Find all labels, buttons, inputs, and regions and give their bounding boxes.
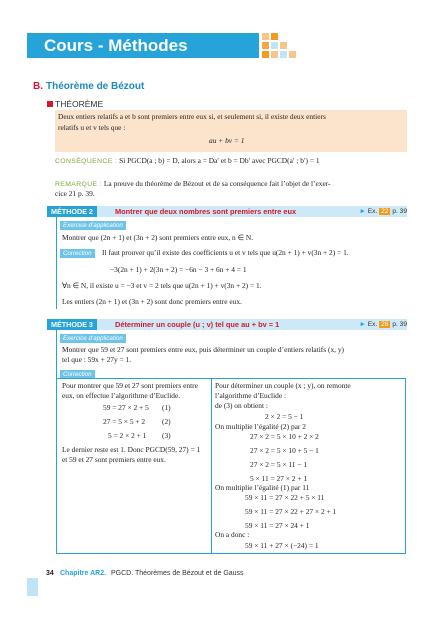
method-2-title: Montrer que deux nombres sont premiers entre eux [115,207,297,216]
right-intro-3: de (3) on obtient : [215,401,268,410]
remark-line-2: cice 21 p. 39. [55,189,95,198]
section-title: Théorème de Bézout [46,81,145,92]
method-2-label: MÉTHODE 2 [47,206,97,217]
euclid-step-2-number: (2) [162,417,171,426]
method-3-reference[interactable] [359,319,407,330]
method-2-correction-4: Les entiers (2n + 1) et (3n + 2) sont donc premiers entre eux. [62,297,242,306]
method-2-rule [56,217,57,309]
theorem-formula: au + bv = 1 [209,136,245,145]
method-3-ref-page: p. 39 [392,321,407,328]
footer-bar [27,578,38,596]
right-step-2: On multiplie l’égalité (1) par 11 [215,483,310,492]
bezout-eq-1: 2 × 2 = 5 − 1 [265,412,304,421]
euclid-step-1-number: (1) [162,403,171,412]
left-conclusion-1: Le dernier reste est 1. Donc PGCD(59, 27) = 1 [62,445,201,454]
method-3-ref-number[interactable]: 28 [381,321,389,328]
consequence-text: Si PGCD(a ; b) = D, alors a = Da′ et b = Db′ avec PGCD(a′ ; b′) = 1 [119,156,320,165]
column-divider [211,378,212,554]
consequence-keyword: CONSÉQUENCE : [55,158,118,165]
arrow-right-icon: ► [359,321,366,328]
left-conclusion-2: et 59 et 27 sont premiers entre eux. [62,455,166,464]
bezout-eq-final: 59 × 11 + 27 × (−24) = 1 [245,541,319,550]
bezout-eq-8: 59 × 11 = 27 × 24 + 1 [245,521,310,530]
method-3-correction-tag: Correction [60,370,95,379]
method-2-correction-tag: Correction [60,249,95,258]
theorem-label: THÉORÈME [55,99,104,109]
right-intro-1: Pour déterminer un couple (x ; y), on remonte [215,381,351,390]
method-3-title: Déterminer un couple (u ; v) tel que au + bv = 1 [115,320,280,329]
method-3-exercise-2: tel que : 59x + 27y = 1. [62,355,132,364]
method-2-exercise-tag: Exercice d’application [60,221,126,230]
bezout-eq-3: 27 × 2 = 5 × 10 + 5 − 1 [250,446,319,455]
method-2-ref-prefix: Ex. [367,208,378,215]
method-3-rule [56,330,57,378]
euclid-step-3: 5 = 2 × 2 + 1 [108,431,147,440]
right-step-1: On multiplie l’égalité (2) par 2 [215,422,306,431]
bezout-eq-6: 59 × 11 = 27 × 22 + 5 × 11 [245,493,325,502]
method-3-header [47,319,407,330]
theorem-box [55,110,407,152]
method-3-exercise-1: Montrer que 59 et 27 sont premiers entre eux, puis déterminer un couple d’entiers relatifs (x, y) [62,345,344,354]
theorem-line-2: relatifs u et v tels que : [58,123,126,132]
theorem-line-1: Deux entiers relatifs a et b sont premiers entre eux si, et seulement si, il existe deux entiers [58,112,326,121]
page-banner-title: Cours - Méthodes [27,33,259,58]
bezout-eq-4: 27 × 2 = 5 × 11 − 1 [250,460,308,469]
method-2-correction-3: ∀n ∈ N, il existe u = −3 et v = 2 tels que u(2n + 1) + v(3n + 2) = 1. [62,281,262,290]
page-number: 34 [46,570,54,577]
bezout-eq-7: 59 × 11 = 27 × 22 + 27 × 2 + 1 [245,507,337,516]
footer-title: PGCD. Théorèmes de Bézout et de Gauss [111,570,244,577]
footer-chapter: Chapitre AR2. [60,570,107,577]
bezout-eq-2: 27 × 2 = 5 × 10 + 2 × 2 [250,432,319,441]
right-intro-2: l’algorithme d’Euclide : [215,391,287,400]
euclid-step-3-number: (3) [162,431,171,440]
method-2-correction-2: −3(2n + 1) + 2(3n + 2) = −6n − 3 + 6n + 4 = 1 [110,265,247,274]
section-heading [33,81,144,92]
euclid-step-1: 59 = 27 × 2 + 5 [103,403,149,412]
section-letter: B. [33,81,43,92]
theorem-marker-icon [47,101,53,107]
method-2-correction-1: Il faut prouver qu’il existe des coefficients u et v tels que u(2n + 1) + v(3n + 2) = 1. [102,248,349,257]
method-3-ref-prefix: Ex. [367,321,378,328]
arrow-right-icon: ► [359,208,366,215]
remark-keyword: REMARQUE : [55,181,103,188]
method-2-ref-page: p. 39 [392,208,407,215]
consequence [55,156,320,168]
method-2-reference[interactable] [359,206,407,217]
left-intro-1: Pour montrer que 59 et 27 sont premiers entre [62,381,198,390]
bezout-eq-5: 5 × 11 = 27 × 2 + 1 [250,474,308,483]
remark [55,179,331,191]
method-2-header [47,206,407,217]
method-3-exercise-tag: Exercice d’application [60,334,126,343]
method-3-label: MÉTHODE 3 [47,319,97,330]
remark-line-1: La preuve du théorème de Bézout et de sa conséquence fait l’objet de l’exer- [103,179,331,188]
left-intro-2: eux, on effectue l’algorithme d’Euclide. [62,391,181,400]
method-2-ref-number[interactable]: 22 [381,208,389,215]
right-step-3: On a donc : [215,530,250,539]
method-2-exercise: Montrer que (2n + 1) et (3n + 2) sont premiers entre eux, n ∈ N. [62,233,254,242]
euclid-step-2: 27 = 5 × 5 + 2 [103,417,146,426]
